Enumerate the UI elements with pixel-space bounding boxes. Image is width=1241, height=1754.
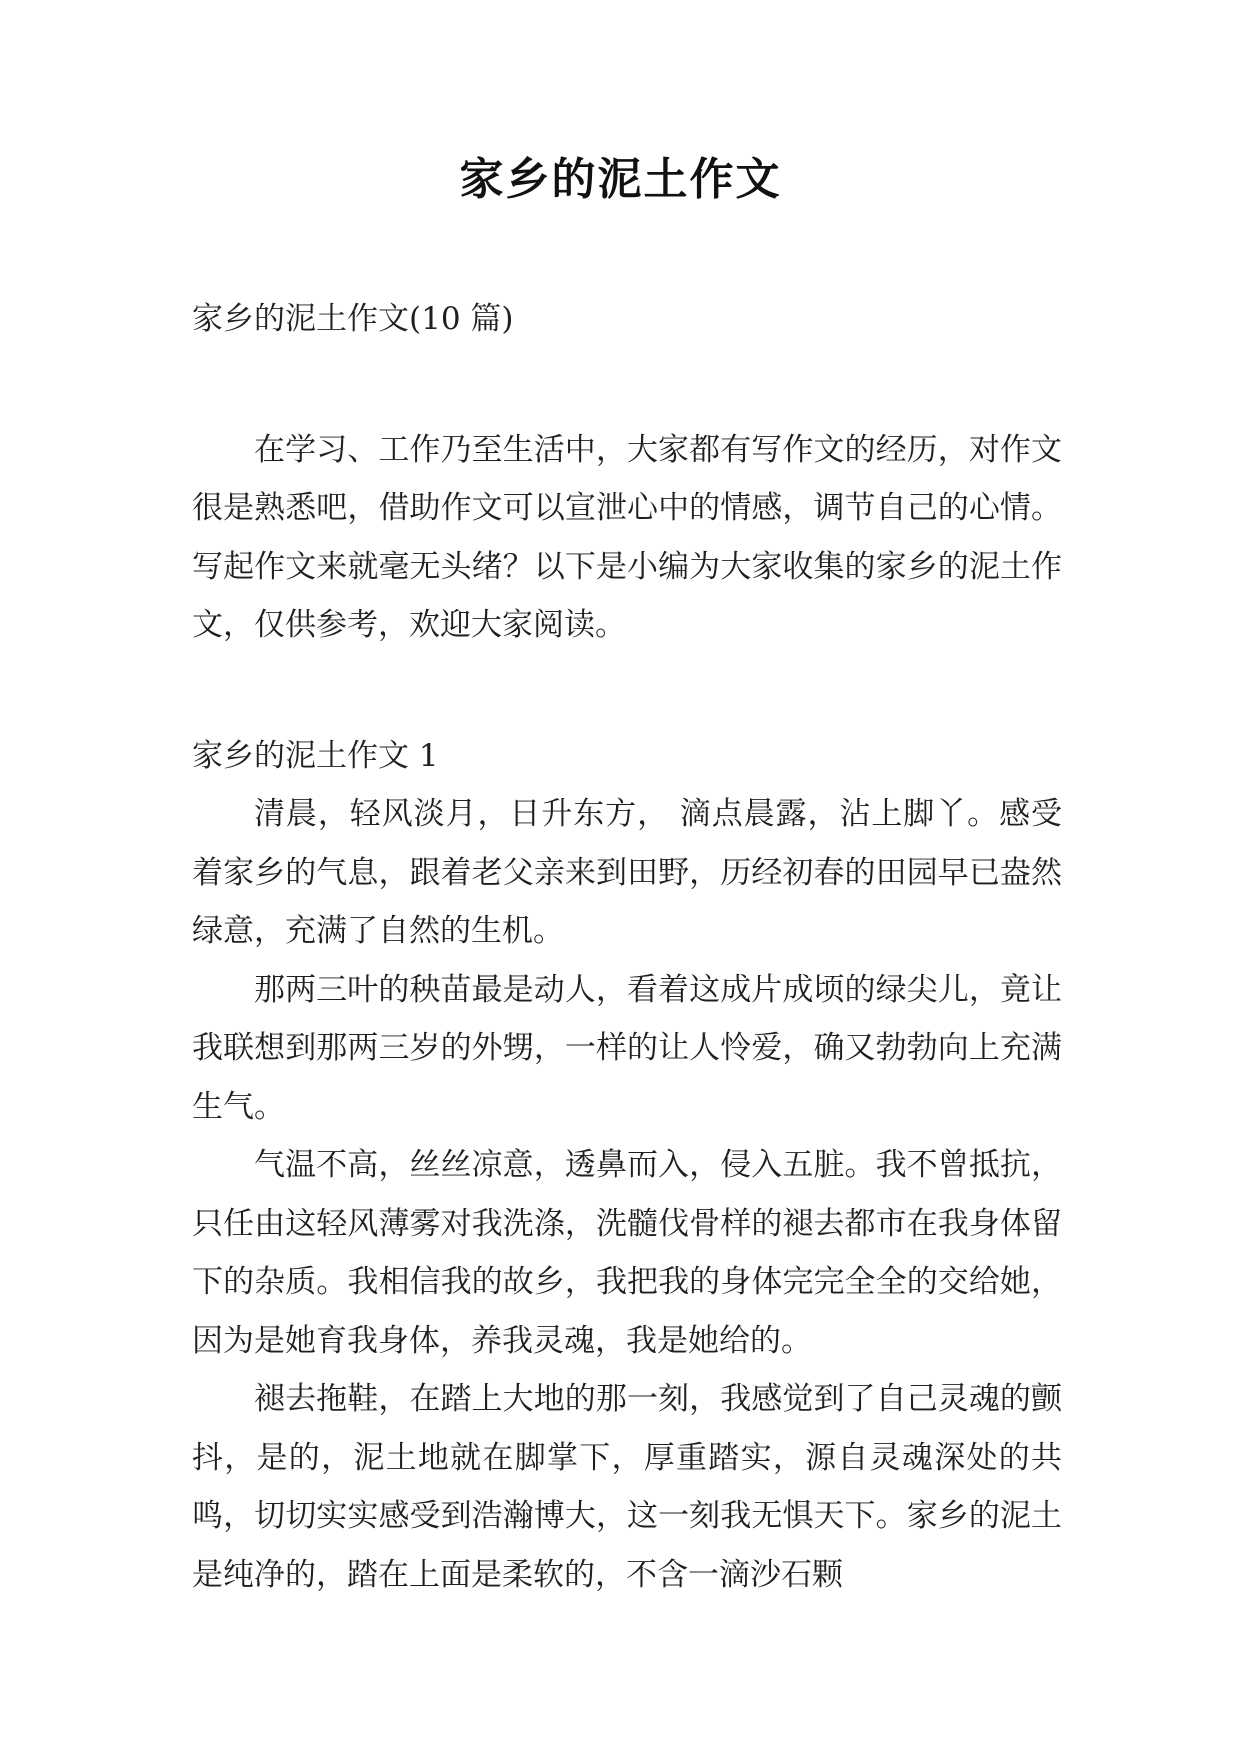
spacer — [192, 349, 1062, 421]
body-paragraph: 清晨，轻风淡月，日升东方， 滴点晨露，沾上脚丫。感受着家乡的气息，跟着老父亲来到田野，历经初春的田园早已盎然绿意，充满了自然的生机。 — [192, 796, 1062, 949]
document-title: 家乡的泥土作文 — [459, 154, 782, 205]
spacer — [192, 655, 1062, 727]
body-paragraph: 气温不高，丝丝凉意，透鼻而入，侵入五脏。我不曾抵抗，只任由这轻风薄雾对我洗涤，洗髓伐骨样的褪去都市在我身体留下的杂质。我相信我的故乡，我把我的身体完完全全的交给她，因为是她育我身体，养我灵魂，我是她给的。 — [192, 1147, 1062, 1359]
intro-paragraph: 在学习、工作乃至生活中，大家都有写作文的经历，对作文很是熟悉吧，借助作文可以宣泄心中的情感，调节自己的心情。写起作文来就毫无头绪？以下是小编为大家收集的家乡的泥土作文，仅供参考，欢迎大家阅读。 — [192, 431, 1062, 643]
document-body — [192, 290, 1062, 1604]
body-paragraph: 那两三叶的秧苗最是动人，看着这成片成顷的绿尖儿，竟让我联想到那两三岁的外甥，一样的让人怜爱，确又勃勃向上充满生气。 — [192, 971, 1062, 1125]
section-heading: 家乡的泥土作文 1 — [192, 737, 439, 774]
document-subtitle: 家乡的泥土作文(10 篇) — [192, 301, 514, 337]
body-paragraph: 褪去拖鞋，在踏上大地的那一刻，我感觉到了自己灵魂的颤抖，是的，泥土地就在脚掌下，厚重踏实，源自灵魂深处的共鸣，切切实实感受到浩瀚博大，这一刻我无惧天下。家乡的泥土是纯净的，踏在上面是柔软的，不含一滴沙石颗 — [192, 1381, 1062, 1593]
